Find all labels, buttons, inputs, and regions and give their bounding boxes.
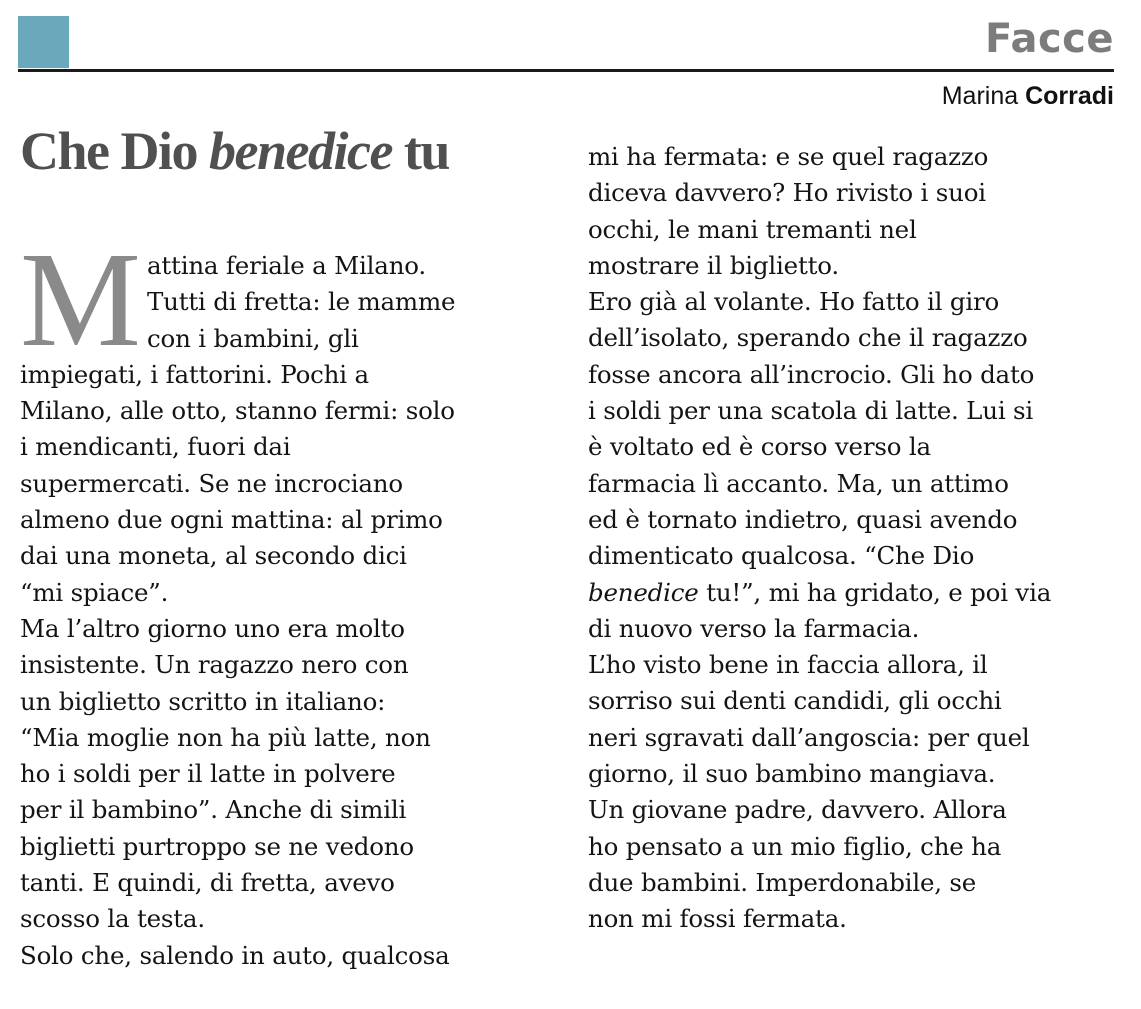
text-line: supermercati. Se ne incrociano [20, 468, 403, 498]
text-line: dimenticato qualcosa. “Che Dio [588, 541, 975, 571]
text-line: di nuovo verso la farmacia. [588, 613, 920, 643]
quote-rest: tu!”, mi ha gridato, e poi via [698, 577, 1052, 607]
section-rubric: Facce [984, 16, 1114, 62]
text-line: Solo che, salendo in auto, qualcosa [20, 940, 450, 970]
text-line: impiegati, i fattorini. Pochi a [20, 359, 369, 389]
text-line: Ero già al volante. Ho fatto il giro [588, 287, 1000, 317]
text-line: è voltato ed è corso verso la [588, 432, 931, 462]
text-line: Un giovane padre, davvero. Allora [588, 795, 1007, 825]
text-line: ed è tornato indietro, quasi avendo [588, 504, 1018, 534]
text-line: giorno, il suo bambino mangiava. [588, 759, 996, 789]
text-line: biglietti purtroppo se ne vedono [20, 831, 414, 861]
text-line: Ma l’altro giorno uno era molto [20, 613, 405, 643]
text-line-quote [588, 575, 1128, 611]
text-line: Tutti di fretta: le mamme [147, 287, 456, 317]
text-line: occhi, le mani tremanti nel [588, 214, 917, 244]
text-line: i mendicanti, fuori dai [20, 432, 291, 462]
header-rule [18, 69, 1114, 72]
text-line: scosso la testa. [20, 904, 205, 934]
text-line: non mi fossi fermata. [588, 904, 847, 934]
text-line: dell’isolato, sperando che il ragazzo [588, 323, 1028, 353]
text-line: i soldi per una scatola di latte. Lui si [588, 396, 1034, 426]
text-line: diceva davvero? Ho rivisto i suoi [588, 178, 986, 208]
title-italic: benedice [209, 121, 392, 181]
text-line: un biglietto scritto in italiano: [20, 686, 386, 716]
text-line: dai una moneta, al secondo dici [20, 541, 407, 571]
text-column-right [588, 139, 1128, 938]
text-column-left [20, 225, 560, 974]
text-line: fosse ancora all’incrocio. Gli ho dato [588, 359, 1035, 389]
article-title [20, 118, 560, 184]
text-line: “mi spiace”. [20, 577, 169, 607]
text-line: mi ha fermata: e se quel ragazzo [588, 142, 989, 171]
text-line: sorriso sui denti candidi, gli occhi [588, 686, 1002, 716]
author-first-name: Marina [941, 82, 1019, 110]
text-line: insistente. Un ragazzo nero con [20, 650, 409, 680]
text-line: ho pensato a un mio figlio, che ha [588, 831, 1002, 861]
title-start: Che Dio [20, 121, 209, 181]
text-line: Milano, alle otto, stanno fermi: solo [20, 396, 455, 426]
title-end: tu [391, 121, 449, 181]
text-line: per il bambino”. Anche di simili [20, 795, 407, 825]
text-line: mostrare il biglietto. [588, 250, 839, 280]
text-line: ho i soldi per il latte in polvere [20, 759, 396, 789]
quote-italic: benedice [588, 577, 699, 607]
text-line: neri sgravati dall’angoscia: per quel [588, 722, 1030, 752]
text-line: farmacia lì accanto. Ma, un attimo [588, 468, 1009, 498]
text-line: tanti. E quindi, di fretta, avevo [20, 868, 395, 898]
drop-cap: M [20, 225, 141, 375]
text-line: con i bambini, gli [147, 323, 359, 353]
byline [942, 81, 1114, 111]
text-line: due bambini. Imperdonabile, se [588, 867, 977, 897]
text-line: “Mia moglie non ha più latte, non [20, 722, 431, 752]
text-line: almeno due ogni mattina: al primo [20, 505, 443, 535]
text-line: attina feriale a Milano. [147, 251, 426, 280]
author-last-name: Corradi [1025, 82, 1114, 110]
section-color-square [18, 16, 69, 68]
text-line: L’ho visto bene in faccia allora, il [588, 650, 988, 680]
